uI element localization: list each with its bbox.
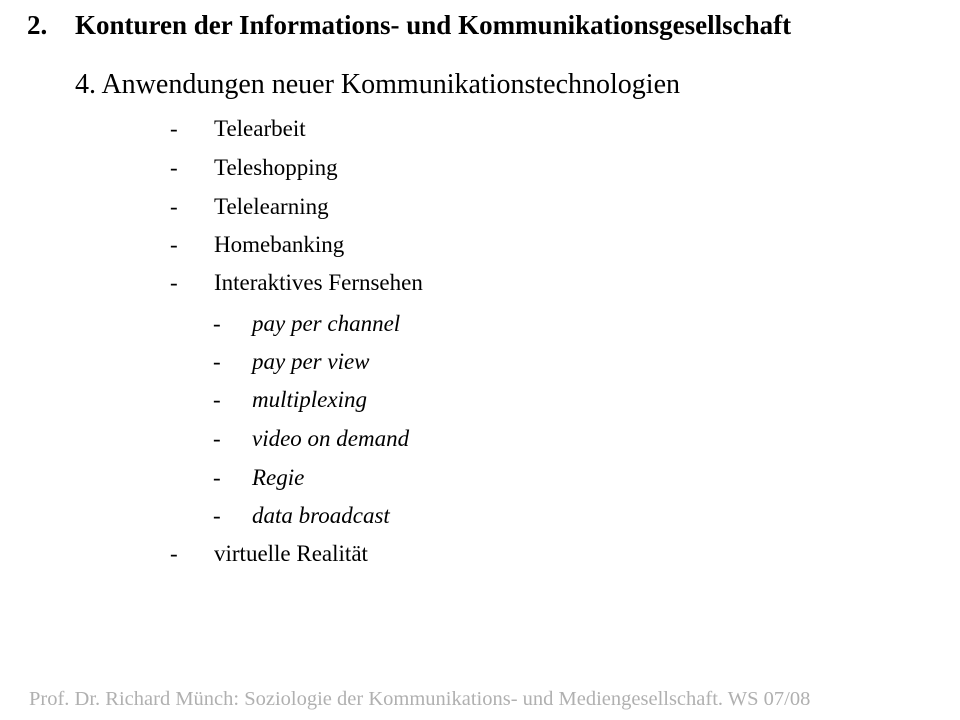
bullet-dash: - (170, 541, 178, 566)
bullet-dash: - (213, 349, 221, 374)
subsection-heading: 4. Anwendungen neuer Kommunikationstechnologien (75, 69, 680, 100)
list-item-label: virtuelle Realität (214, 541, 368, 566)
bullet-dash: - (170, 232, 178, 257)
sub-list-item-label: pay per channel (252, 311, 401, 336)
bullet-dash: - (170, 155, 178, 180)
sub-list-item-label: data broadcast (252, 503, 390, 528)
section-number: 2. (27, 10, 48, 40)
bullet-dash: - (213, 503, 221, 528)
list-item-label: Teleshopping (214, 155, 338, 180)
bullet-dash: - (170, 194, 178, 219)
list-item-label: Telelearning (214, 194, 329, 219)
sub-list-item-label: video on demand (252, 426, 410, 451)
bullet-dash: - (213, 426, 221, 451)
section-title: Konturen der Informations- und Kommunikationsgesellschaft (75, 10, 792, 40)
list-item-label: Homebanking (214, 232, 345, 257)
bullet-dash: - (213, 311, 221, 336)
bullet-dash: - (213, 465, 221, 490)
sub-list-item-label: pay per view (252, 349, 370, 374)
bullet-dash: - (213, 387, 221, 412)
sub-list-item-label: Regie (252, 465, 305, 490)
list-item-label: Telearbeit (214, 116, 306, 141)
bullet-dash: - (170, 270, 178, 295)
list-item-label: Interaktives Fernsehen (214, 270, 423, 295)
sub-list-item-label: multiplexing (252, 387, 367, 412)
section-heading (27, 10, 791, 41)
bullet-dash: - (170, 116, 178, 141)
footer-credit: Prof. Dr. Richard Münch: Soziologie der Kommunikations- und Mediengesellschaft. WS 07/08 (29, 688, 811, 710)
